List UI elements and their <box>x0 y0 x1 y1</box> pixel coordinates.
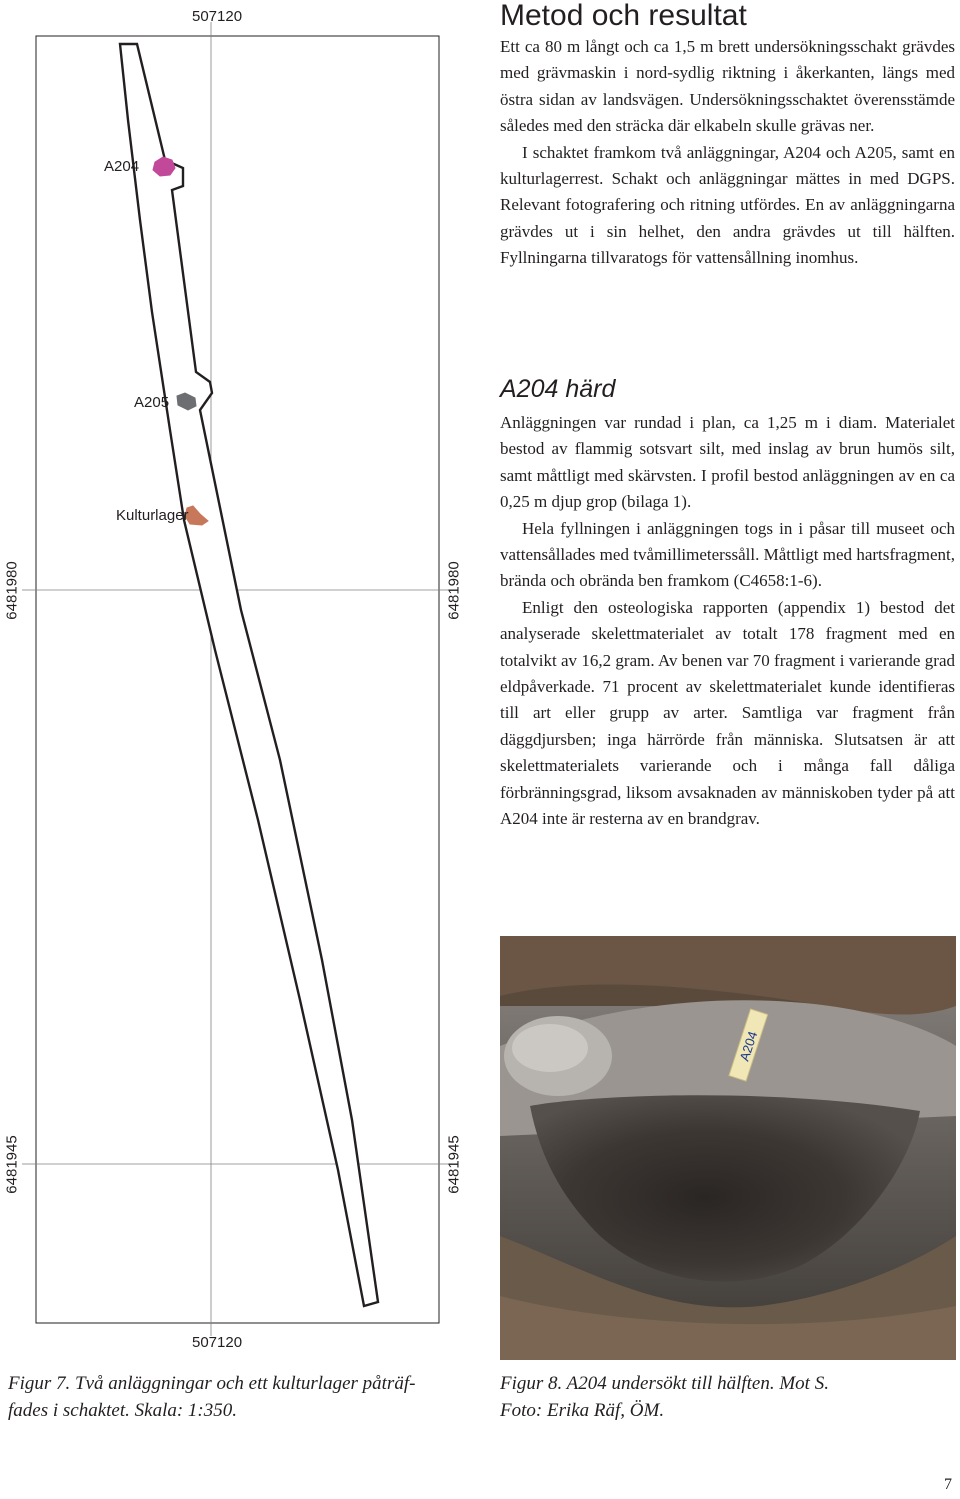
label-kulturlager: Kulturlager <box>116 507 189 524</box>
trench-map <box>0 0 480 1360</box>
section-a204-p3: Enligt den osteologiska rapporten (appendix 1) bestod det analyserade skelettmaterialet av totalt 178 fragment med en totalvikt av 16,2 gram. Av benen var 70 fragment i varierande grad eldpåverkade. 71 procent av skelettmaterialet kunde identifieras till art eller grupp av arter. Samtliga var fragment från däggdjursben; inga härrörde från människa. Slutsatsen är att skelettmaterialets varierande och i många fall dåliga förbränningsgrad, liksom avsaknaden av människoben tyder på att A204 inte är resterna av en brandgrav. <box>500 597 955 829</box>
coord-left-1: 6481980 <box>3 561 21 620</box>
coord-top: 507120 <box>192 8 243 25</box>
coord-left-2: 6481945 <box>3 1135 21 1194</box>
section-metod <box>500 0 955 272</box>
page-number: 7 <box>944 1476 952 1493</box>
trench-map-drawing <box>0 0 480 1360</box>
coord-right-2: 6481945 <box>445 1135 463 1194</box>
figure-7-caption <box>8 1370 458 1424</box>
section-a204 <box>500 374 955 833</box>
section-title-a204: A204 härd <box>500 375 616 403</box>
photo-tag-text: A204 <box>736 1029 761 1063</box>
section-metod-p2: I schaktet framkom två anläggningar, A204 och A205, samt en kulturlagerrest. Schakt och anläggningar mättes in med DGPS. Relevant fotografering och ritning utfördes. En av anläggningarna grävdes ut i sin helhet, den andra grävdes ut till hälften. Fyllningarna tillvaratogs för vattensållning inomhus. <box>500 142 955 268</box>
section-a204-p1: Anläggningen var rundad i plan, ca 1,25 m i diam. Materialet bestod av flammig sotsvart silt, med inslag av brun humös silt, samt måttligt med skärvsten. I profil bestod anläggningen av en ca 0,25 m djup grop (bilaga 1). <box>500 413 955 512</box>
figure-7-caption-line1: Figur 7. Två anläggningar och ett kulturlager påträf- <box>8 1373 416 1394</box>
label-a205: A205 <box>134 394 170 411</box>
coord-bottom: 507120 <box>192 1334 243 1351</box>
excavation-photo-drawing <box>500 936 956 1360</box>
section-metod-p1: Ett ca 80 m långt och ca 1,5 m brett undersökningsschakt grävdes med grävmaskin i nord-sydlig riktning i åkerkanten, längs med östra sidan av landsvägen. Undersökningsschaktet överensstämde således med den sträcka där elkabeln skulle grävas ner. <box>500 37 955 136</box>
section-a204-p2: Hela fyllningen i anläggningen togs in i påsar till museet och vattensållades med tvåmillimeterssåll. Måttligt med hartsfragment, brända och obrända ben framkom (C4658:1-6). <box>500 518 955 591</box>
figure-8-caption-line1: Figur 8. A204 undersökt till hälften. Mot S. <box>500 1373 829 1394</box>
figure-8-caption-line2: Foto: Erika Räf, ÖM. <box>500 1400 665 1421</box>
coord-right-1: 6481980 <box>445 561 463 620</box>
figure-7-caption-line2: fades i schaktet. Skala: 1:350. <box>8 1400 238 1421</box>
trench-outline <box>120 44 378 1306</box>
section-title-metod: Metod och resultat <box>500 0 747 32</box>
excavation-photo <box>500 936 956 1360</box>
figure-8-caption <box>500 1370 955 1424</box>
label-a204: A204 <box>104 158 140 175</box>
